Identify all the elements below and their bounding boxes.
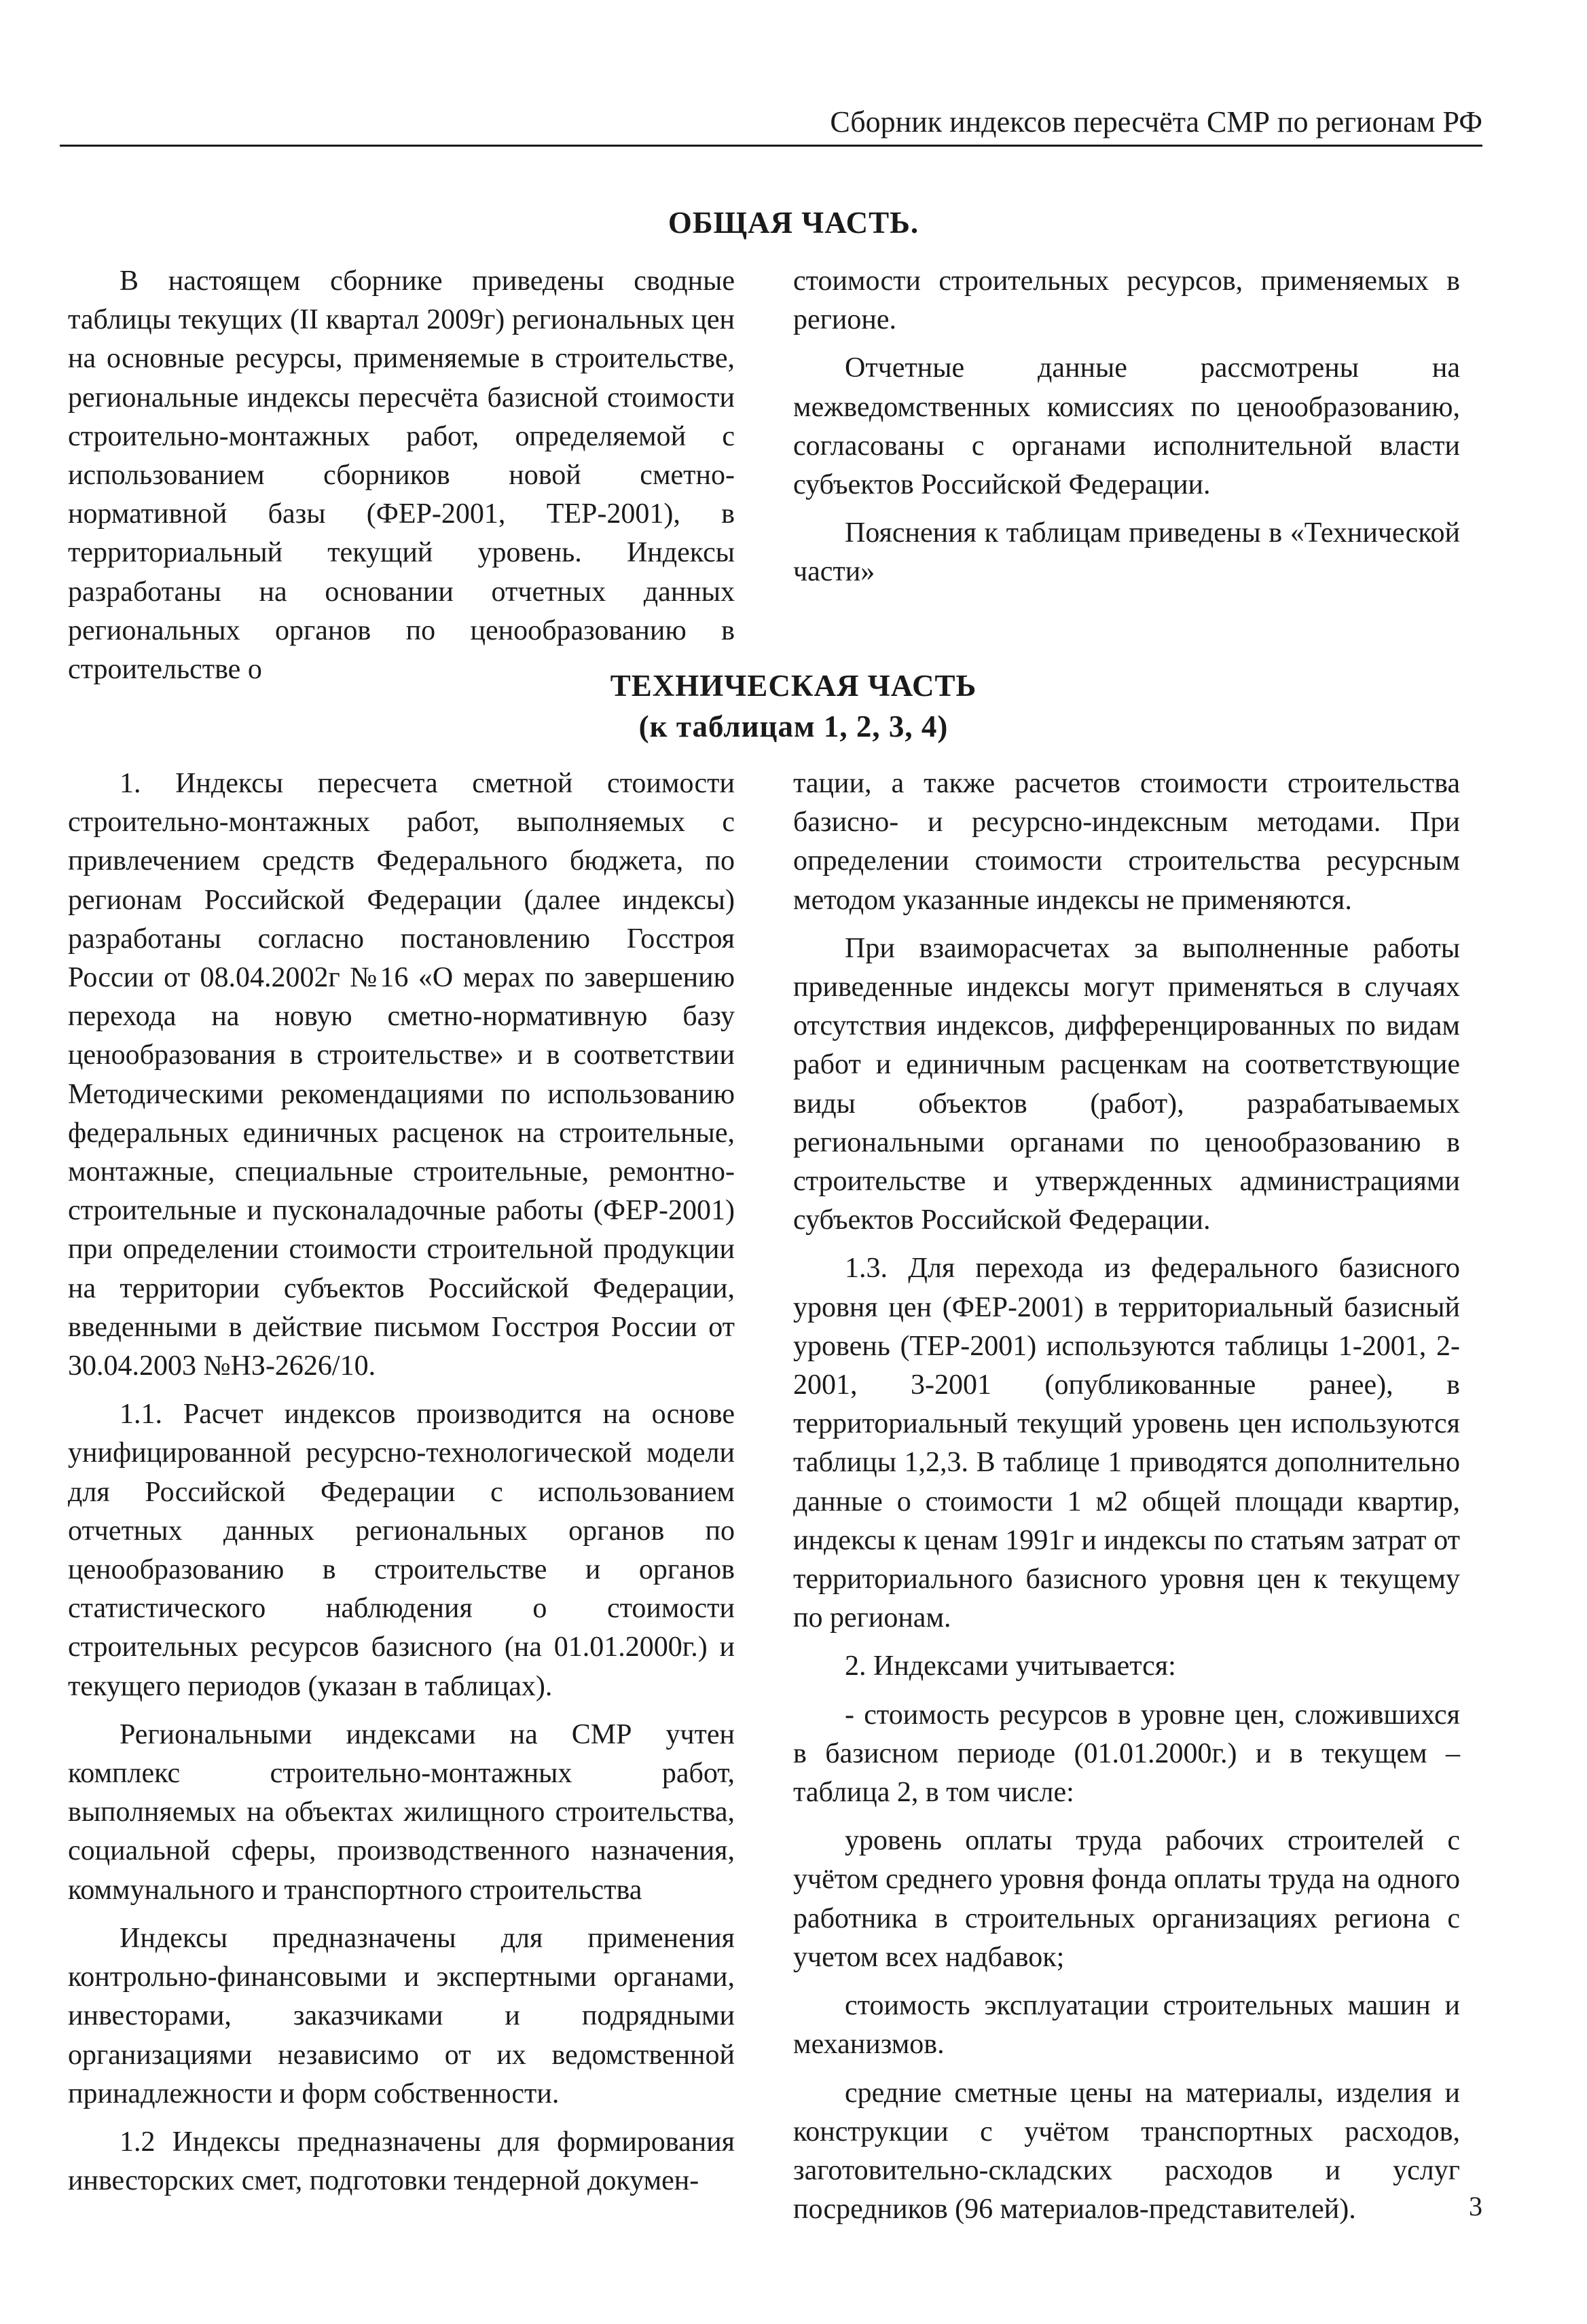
technical-right-column xyxy=(793,764,1460,2238)
general-paragraph: Отчетные данные рассмотрены на межведомственных комиссиях по ценообразованию, согласованы с органами исполнительной власти субъектов Российской Федерации. xyxy=(793,352,1460,501)
technical-paragraph: уровень оплаты труда рабочих строителей с учётом среднего уровня фонда оплаты труда на одного работника в строительных организациях региона с учетом всех надбавок; xyxy=(793,1825,1460,1973)
running-header: Сборник индексов пересчёта СМР по регионам РФ xyxy=(830,105,1482,139)
technical-paragraph: 1.1. Расчет индексов производится на основе унифицированной ресурсно-технологической модели для Российской Федерации с использованием отчетных данных региональных органов по ценообразованию в строительстве и органов статистического наблюдения о стоимости строительных ресурсов базисного (на 01.01.2000г.) и текущего периодов (указан в таблицах). xyxy=(68,1399,735,1702)
technical-paragraph: Региональными индексами на СМР учтен комплекс строительно-монтажных работ, выполняемых на объектах жилищного строительства, социальной сферы, производственного назначения, коммунального и транспортного строительства xyxy=(68,1718,735,1906)
technical-section-title: ТЕХНИЧЕСКАЯ ЧАСТЬ xyxy=(610,669,977,703)
technical-section-subtitle: (к таблицам 1, 2, 3, 4) xyxy=(638,709,949,743)
technical-left-column xyxy=(68,764,735,2210)
technical-paragraph: стоимость эксплуатации строительных машин и механизмов. xyxy=(793,1990,1460,2061)
technical-paragraph: 1. Индексы пересчета сметной стоимости строительно-монтажных работ, выполняемых с привлечением средств Федерального бюджета, по регионам Российской Федерации (далее индексы) разработаны согласно постановлению Госстроя России от 08.04.2002г №16 «О мерах по завершению перехода на новую сметно-нормативную базу ценообразования в строительстве» и в соответствии Методическими рекомендациями по использованию федеральных единичных расценок на строительные, монтажные, специальные строительные, ремонтно-строительные и пусконаладочные работы (ФЕР-2001) при определении стоимости строительной продукции на территории субъектов Российской Федерации, введенными в действие письмом Госстроя России от 30.04.2003 №НЗ-2626/10. xyxy=(68,768,735,1382)
page-number: 3 xyxy=(1469,2191,1482,2221)
technical-paragraph: - стоимость ресурсов в уровне цен, сложившихся в базисном периоде (01.01.2000г.) и в текущем – таблица 2, в том числе: xyxy=(793,1699,1460,1809)
technical-paragraph: При взаиморасчетах за выполненные работы приведенные индексы могут применяться в случаях отсутствия индексов, дифференцированных по видам работ и единичным расценкам на соответствующие виды объектов (работ), разрабатываемых региональными органами по ценообразованию в строительстве и утвержденных администрациями субъектов Российской Федерации. xyxy=(793,932,1460,1236)
header-rule xyxy=(60,145,1482,147)
technical-paragraph: 1.3. Для перехода из федерального базисного уровня цен (ФЕР-2001) в территориальный базисный уровень (ТЕР-2001) используются таблицы 1-2001, 2-2001, 3-2001 (опубликованные ранее), в территориальный текущий уровень цен используются таблицы 1,2,3. В таблице 1 приводятся дополнительно данные о стоимости 1 м2 общей площади квартир, индексы к ценам 1991г и индексы по статьям затрат от территориального базисного уровня цен к текущему по регионам. xyxy=(793,1253,1460,1634)
technical-paragraph: Индексы предназначены для применения контрольно-финансовыми и экспертными органами, инвесторами, заказчиками и подрядными организациями независимо от их ведомственной принадлежности и форм собственности. xyxy=(68,1922,735,2109)
technical-paragraph: 1.2 Индексы предназначены для формирования инвесторских смет, подготовки тендерной докумен- xyxy=(68,2126,735,2197)
general-section-title: ОБЩАЯ ЧАСТЬ. xyxy=(668,206,919,240)
general-right-column xyxy=(793,262,1460,602)
general-paragraph: стоимости строительных ресурсов, применяемых в регионе. xyxy=(793,265,1460,336)
general-paragraph: Пояснения к таблицам приведены в «Технической части» xyxy=(793,517,1460,588)
technical-paragraph: тации, а также расчетов стоимости строительства базисно- и ресурсно-индексным методами. При определении стоимости строительства ресурсным методом указанные индексы не применяются. xyxy=(793,768,1460,916)
general-paragraph: В настоящем сборнике приведены сводные таблицы текущих (II квартал 2009г) региональных цен на основные ресурсы, применяемые в строительстве, региональные индексы пересчёта базисной стоимости строительно-монтажных работ, определяемой с использованием сборников новой сметно-нормативной базы (ФЕР-2001, ТЕР-2001), в территориальный текущий уровень. Индексы разработаны на основании отчетных данных региональных органов по ценообразованию в строительстве о xyxy=(68,265,735,686)
general-left-column xyxy=(68,262,735,699)
technical-paragraph: 2. Индексами учитывается: xyxy=(845,1650,1176,1682)
technical-paragraph: средние сметные цены на материалы, изделия и конструкции с учётом транспортных расходов, заготовительно-складских расходов и услуг посредников (96 материалов-представителей). xyxy=(793,2077,1460,2226)
